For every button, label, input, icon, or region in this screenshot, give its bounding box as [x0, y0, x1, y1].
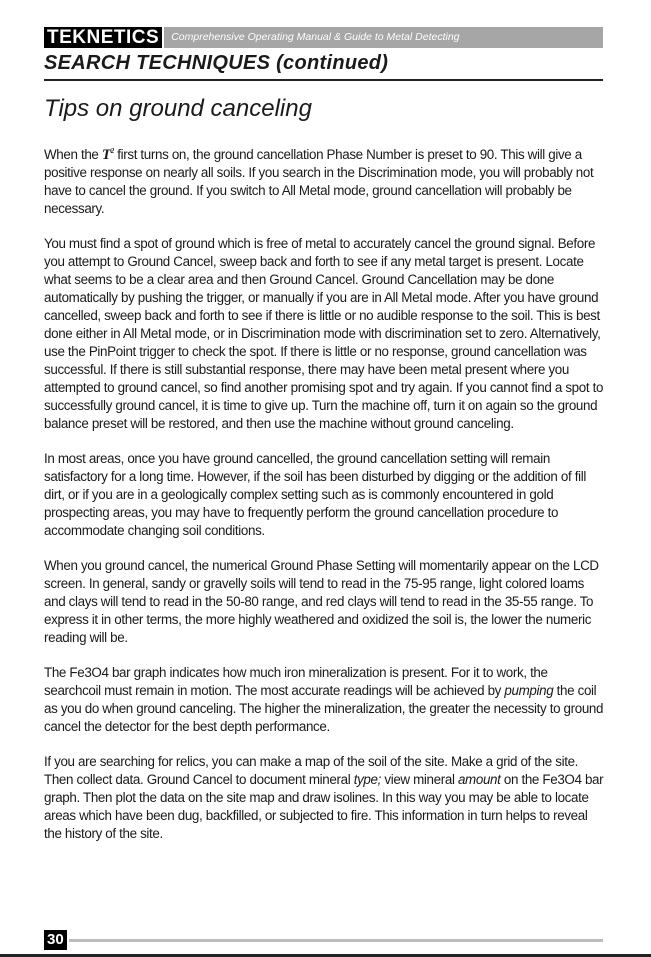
t2-logo — [102, 147, 114, 163]
running-header — [44, 27, 603, 48]
t2-logo-sup: 2 — [110, 147, 114, 155]
page-number: 30 — [44, 930, 67, 950]
p1-rest: first turns on, the ground cancellation Phase Number is preset to 90. This will give a positive response on nearly all soils. If you search in the Discrimination mode, you will probably not have to cancel the ground. If you switch to All Metal mode, ground cancellation will probably be necessary. — [44, 147, 594, 216]
paragraph-2: You must find a spot of ground which is free of metal to accurately cancel the ground signal. Before you attempt to Ground Cancel, sweep back and forth to see if any metal target is present. Locate what seems to be a clear area and then Ground Cancel. Ground Cancellation may be done automatically by pushing the trigger, or manually if you are in All Metal mode. After you have ground cancelled, sweep back and forth to see if there is little or no audible response to the soil. This is best done either in All Metal mode, or in Discrimination mode with discrimination set to zero. Alternatively, use the PinPoint trigger to check the spot. If there is little or no response, ground cancellation was successful. If there is still substantial response, there may have been metal present where you attempted to ground cancel, so find another promising spot and try again. If you cannot find a spot to successfully ground cancel, it is time to give up. Turn the machine off, turn it on again so the ground balance preset will be restored, and then use the machine without ground canceling. — [44, 236, 604, 431]
t2-logo-letter: T — [101, 147, 111, 163]
p5-em: pumping — [504, 683, 554, 698]
paragraph-1 — [44, 142, 606, 218]
body-text — [44, 142, 606, 860]
paragraph-3: In most areas, once you have ground cancelled, the ground cancellation setting will remain satisfactory for a long time. However, if the soil has been disturbed by digging or the addition of fill dirt, or if you are in a geologically complex setting such as is commonly encountered in gold prospecting areas, you may have to frequently perform the ground cancellation procedure to accommodate changing soil conditions. — [44, 451, 586, 538]
paragraph-5 — [44, 664, 606, 736]
p6-a: If you are searching for relics, you can make a map of the soil of the site. Make a grid of the site. Then collect data. Ground Cancel to document mineral — [44, 754, 579, 787]
p1-lead: When the — [44, 147, 102, 162]
footer-rule — [69, 939, 603, 942]
paragraph-6 — [44, 753, 606, 843]
p5-a: The Fe3O4 bar graph indicates how much iron mineralization is present. For it to work, the searchcoil must remain in motion. The most accurate readings will be achieved by — [44, 665, 548, 698]
brand-logo: TEKNETICS — [44, 27, 162, 48]
page-heading: Tips on ground canceling — [44, 95, 312, 122]
title-divider — [44, 79, 603, 81]
p6-em-type: type; — [353, 772, 381, 787]
p6-b: view mineral — [380, 772, 458, 787]
p6-em-amount: amount — [457, 772, 501, 787]
section-title: SEARCH TECHNIQUES (continued) — [44, 52, 389, 74]
p5-b: the coil as you do when ground canceling. The higher the mineralization, the greater the necessity to ground cancel the detector for the best depth performance. — [44, 683, 604, 734]
manual-subtitle: Comprehensive Operating Manual & Guide to Metal Detecting — [164, 27, 603, 48]
page-footer — [44, 930, 603, 950]
p6-c: on the Fe3O4 bar graph. Then plot the data on the site map and draw isolines. In this way you may be able to locate areas which have been dug, backfilled, or subjected to fire. This information in turn helps to reveal the history of the site. — [44, 772, 604, 841]
paragraph-4: When you ground cancel, the numerical Ground Phase Setting will momentarily appear on the LCD screen. In general, sandy or gravelly soils will tend to read in the 75-95 range, light colored loams and clays will tend to read in the 50-80 range, and red clays will tend to read in the 35-55 range. To express it in other terms, the more highly weathered and oxidized the soil is, the lower the numeric reading will be. — [44, 558, 599, 645]
